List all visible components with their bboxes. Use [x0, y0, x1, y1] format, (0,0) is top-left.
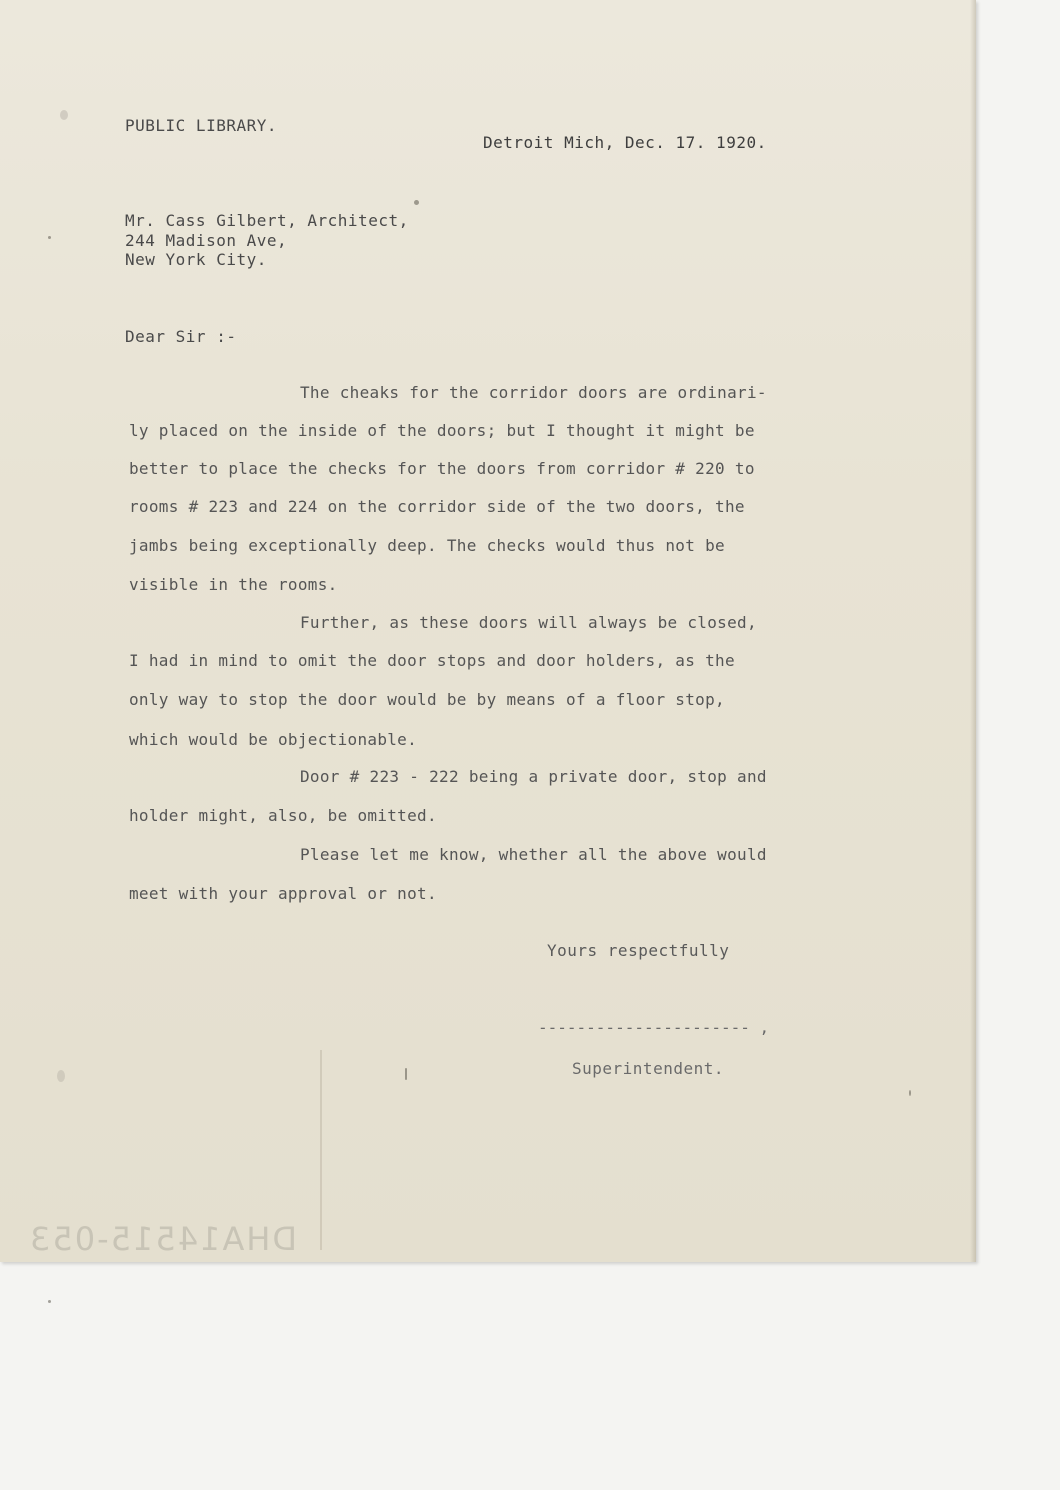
dust-speck	[48, 1300, 51, 1303]
body-line: Door # 223 - 222 being a private door, stop and	[300, 767, 767, 786]
signature-line: ---------------------- ,	[538, 1018, 770, 1037]
body-line: only way to stop the door would be by means of a floor stop,	[129, 690, 725, 709]
body-line: Please let me know, whether all the above would	[300, 845, 767, 864]
body-line: visible in the rooms.	[129, 575, 338, 594]
paper-crease	[320, 1050, 322, 1250]
recipient-name: Mr. Cass Gilbert, Architect,	[125, 211, 409, 230]
body-line: meet with your approval or not.	[129, 884, 437, 903]
salutation: Dear Sir :-	[125, 327, 237, 346]
signature-title: Superintendent.	[572, 1059, 724, 1078]
ink-speck	[909, 1090, 911, 1096]
body-line: which would be objectionable.	[129, 730, 418, 749]
body-line: holder might, also, be omitted.	[129, 806, 437, 825]
paper-blemish	[57, 1070, 65, 1082]
paper-edge	[970, 0, 976, 1262]
body-line: better to place the checks for the doors from corridor # 220 to	[129, 459, 755, 478]
body-line: rooms # 223 and 224 on the corridor side of the two doors, the	[129, 497, 745, 516]
body-line: The cheaks for the corridor doors are ordinari-	[300, 383, 767, 402]
ink-speck	[414, 200, 419, 205]
recipient-city: New York City.	[125, 250, 267, 269]
body-line: Further, as these doors will always be closed,	[300, 613, 757, 632]
archive-stamp: DHA14515-053	[28, 1220, 298, 1258]
body-line: ly placed on the inside of the doors; but I thought it might be	[129, 421, 755, 440]
ink-speck	[405, 1068, 407, 1080]
ink-speck	[48, 236, 51, 239]
closing: Yours respectfully	[547, 941, 730, 960]
recipient-street: 244 Madison Ave,	[125, 231, 288, 250]
body-line: jambs being exceptionally deep. The checks would thus not be	[129, 536, 725, 555]
paper-blemish	[60, 110, 68, 120]
dateline: Detroit Mich, Dec. 17. 1920.	[483, 133, 767, 152]
letterhead: PUBLIC LIBRARY.	[125, 116, 277, 135]
body-line: I had in mind to omit the door stops and door holders, as the	[129, 651, 735, 670]
